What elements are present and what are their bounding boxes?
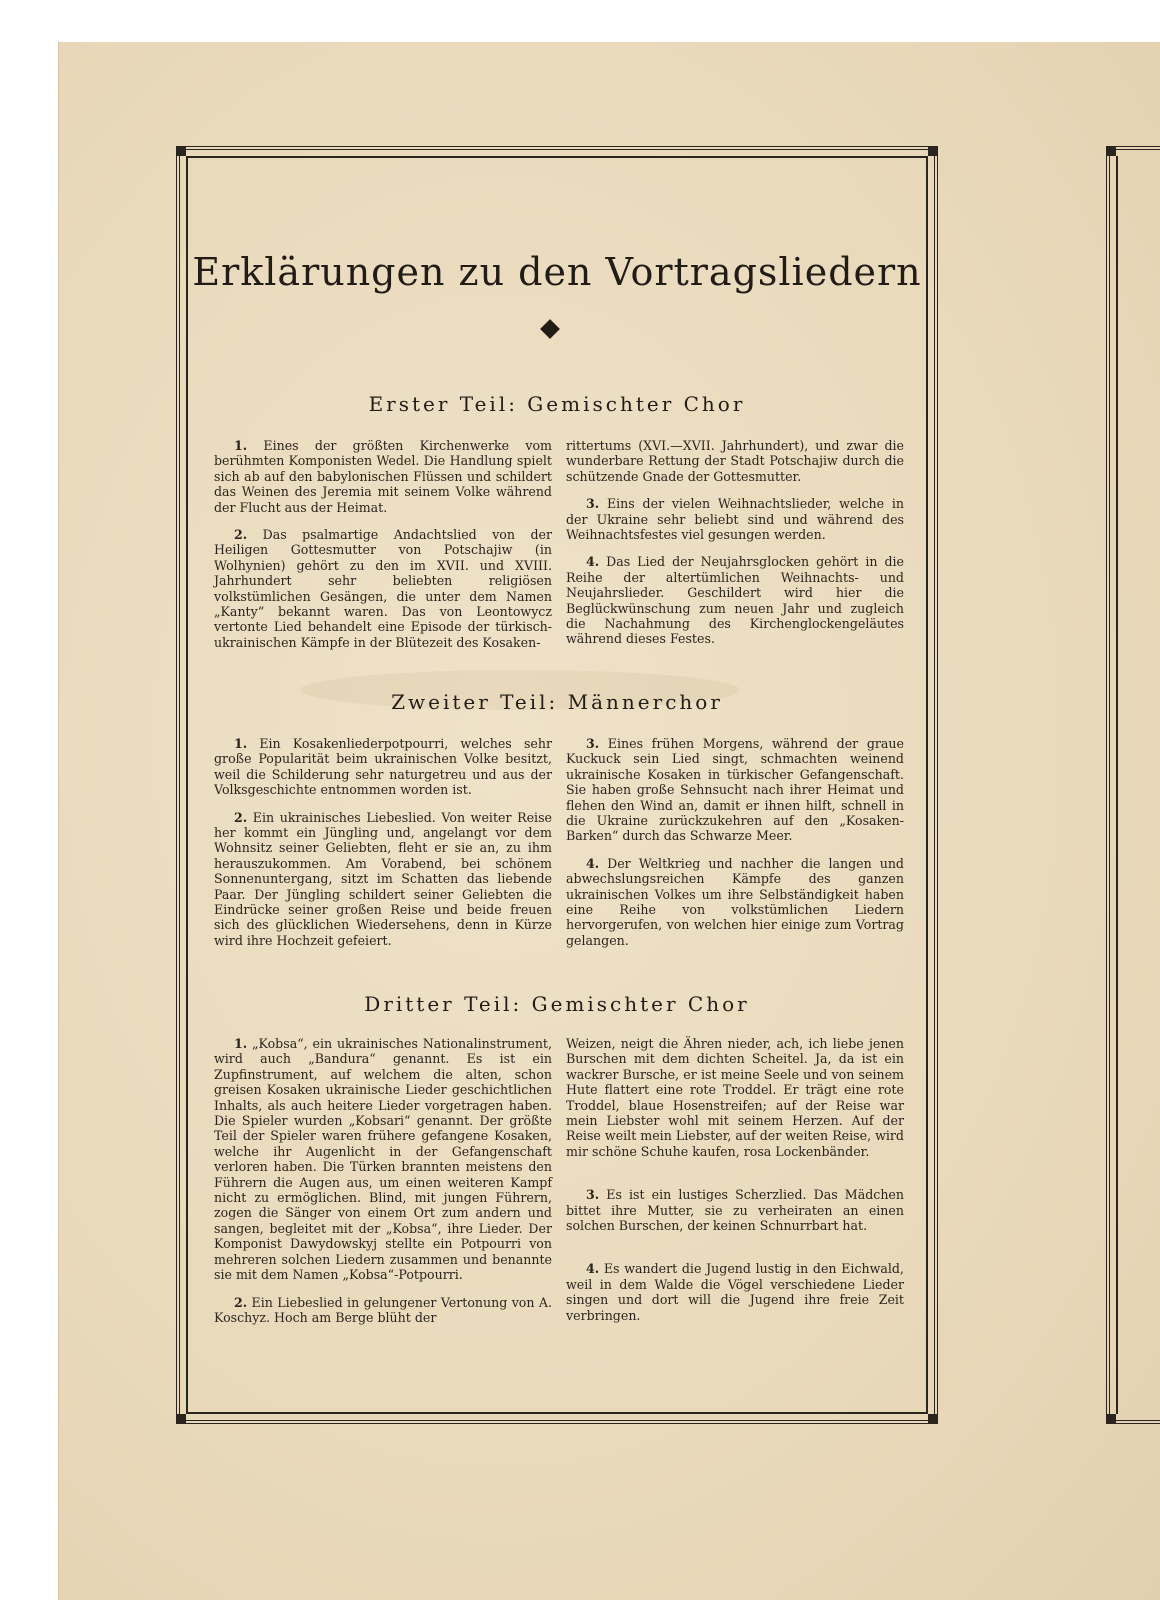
section-3-right-column bbox=[566, 1036, 904, 1335]
paragraph: 1. Eines der größten Kirchenwerke vom berühmten Komponisten Wedel. Die Handlung spielt sich ab auf den babylonischen Flüssen und schildert das Weinen des Jeremia mit seinem Volke während der Flucht aus der Heimat. bbox=[214, 438, 552, 515]
section-3-left-column bbox=[214, 1036, 552, 1337]
paragraph: 1. „Kobsa“, ein ukrainisches Nationalinstrument, wird auch „Bandura“ genannt. Es ist ein Zupfinstrument, auf welchem die alten, schon greisen Kosaken ukrainische Lieder geschichtlichen Inhalts, als auch heitere Lieder vorgetragen haben. Die Spieler wurden „Kobsari“ genannt. Der größte Teil der Spieler waren frühere gefangene Kosaken, welche ihr Augenlicht in der Gefangenschaft verloren haben. Die Türken brannten meistens den Führern die Augen aus, um einen weiteren Kampf nicht zu ermöglichen. Blind, mit jungen Führern, zogen die Sänger von einem Ort zum andern und sangen, begleitet mit der „Kobsa“, ihre Lieder. Der Komponist Dawydowskyj stellte ein Potpourri von mehreren solchen Liedern zusammen und benannte sie mit dem Namen „Kobsa“-Potpourri. bbox=[214, 1036, 552, 1283]
paragraph: 1. Ein Kosakenliederpotpourri, welches sehr große Popularität beim ukrainischen Volke besitzt, weil die Schilderung sehr naturgetreu und aus der Volksgeschichte entnommen worden ist. bbox=[214, 736, 552, 798]
adjacent-page-border-inner bbox=[1116, 156, 1160, 1414]
paragraph: 3. Eines frühen Morgens, während der graue Kuckuck sein Lied singt, schmachten weinend ukrainische Kosaken in türkischer Gefangenschaft. Sie haben große Sehnsucht nach ihrer Heimat und flehen den Wind an, damit er ihnen hilft, schnell in die Ukraine zurückzukehren auf den „Kosaken-Barken“ durch das Schwarze Meer. bbox=[566, 736, 904, 844]
paragraph: Weizen, neigt die Ähren nieder, ach, ich liebe jenen Burschen mit dem dichten Scheitel. Ja, da ist ein wackrer Bursche, er ist meine Seele und von seinem Hute flattert eine rote Troddel. Er trägt eine rote Troddel, blaue Hosenstreifen; auf der Reise war mein Liebster wohl mit seinem Herzen. Auf der Reise weilt mein Liebster, auf der weiten Reise, wird mir schöne Schuhe kaufen, rosa Lockenbänder. bbox=[566, 1036, 904, 1159]
section-1-right-column bbox=[566, 438, 904, 659]
section-1-left-column bbox=[214, 438, 552, 662]
paragraph: 4. Der Weltkrieg und nachher die langen und abwechslungsreichen Kämpfe des ganzen ukrainischen Volkes um ihre Selbständigkeit haben eine Reihe von volkstümlichen Liedern hervorgerufen, von welchen hier einige zum Vortrag gelangen. bbox=[566, 855, 904, 948]
paragraph: 2. Ein ukrainisches Liebeslied. Von weiter Reise her kommt ein Jüngling und, angelangt vor dem Wohnsitz seiner Geliebten, fleht er sie an, zu ihm herauszukommen. Am Vorabend, bei schönem Sonnenuntergang, sitzt im Schatten das liebende Paar. Der Jüngling schildert seiner Geliebten die Eindrücke seiner großen Reise und beide freuen sich des glücklichen Wiedersehens, denn in Kürze wird ihre Hochzeit gefeiert. bbox=[214, 809, 552, 948]
corner-ornament bbox=[176, 1414, 186, 1424]
section-heading-3: Dritter Teil: Gemischter Chor bbox=[364, 992, 750, 1016]
corner-ornament bbox=[928, 146, 938, 156]
paragraph: 2. Ein Liebeslied in gelungener Vertonung von A. Koschyz. Hoch am Berge blüht der bbox=[214, 1294, 552, 1325]
corner-ornament bbox=[928, 1414, 938, 1424]
section-2-left-column bbox=[214, 736, 552, 960]
paragraph: 4. Es wandert die Jugend lustig in den Eichwald, weil in dem Walde die Vögel verschiedene Lieder singen und dort will die Jugend ihre freie Zeit verbringen. bbox=[566, 1261, 904, 1323]
page-title: Erklärungen zu den Vortragsliedern bbox=[192, 250, 922, 294]
corner-ornament bbox=[176, 146, 186, 156]
section-heading-2: Zweiter Teil: Männerchor bbox=[391, 690, 723, 714]
section-heading-1: Erster Teil: Gemischter Chor bbox=[368, 392, 746, 416]
paragraph: 4. Das Lied der Neujahrsglocken gehört in die Reihe der altertümlichen Weihnachts- und Neujahrslieder. Geschildert wird hier die Beglückwünschung zum neuen Jahr und zugleich die Nachahmung des Kirchenglockengeläutes während dieses Festes. bbox=[566, 554, 904, 647]
section-2-right-column bbox=[566, 736, 904, 960]
paragraph: rittertums (XVI.—XVII. Jahrhundert), und zwar die wunderbare Rettung der Stadt Potschajiw durch die schützende Gnade der Gottesmutter. bbox=[566, 438, 904, 484]
corner-ornament bbox=[1106, 1414, 1116, 1424]
corner-ornament bbox=[1106, 146, 1116, 156]
paragraph: 2. Das psalmartige Andachtslied von der Heiligen Gottesmutter von Potschajiw (in Wolhynien) gehört zu den im XVII. und XVIII. Jahrhundert sehr beliebten religiösen volkstümlichen Gesängen, die unter dem Namen „Kanty“ bekannt waren. Das von Leontowycz vertonte Lied behandelt eine Episode der türkisch-ukrainischen Kämpfe in der Blütezeit des Kosaken- bbox=[214, 527, 552, 650]
paragraph: 3. Es ist ein lustiges Scherzlied. Das Mädchen bittet ihre Mutter, sie zu verheiraten an einen solchen Burschen, der keinen Schnurrbart hat. bbox=[566, 1187, 904, 1234]
paragraph: 3. Eins der vielen Weihnachtslieder, welche in der Ukraine sehr beliebt sind und während des Weihnachtsfestes viel gesungen werden. bbox=[566, 496, 904, 543]
